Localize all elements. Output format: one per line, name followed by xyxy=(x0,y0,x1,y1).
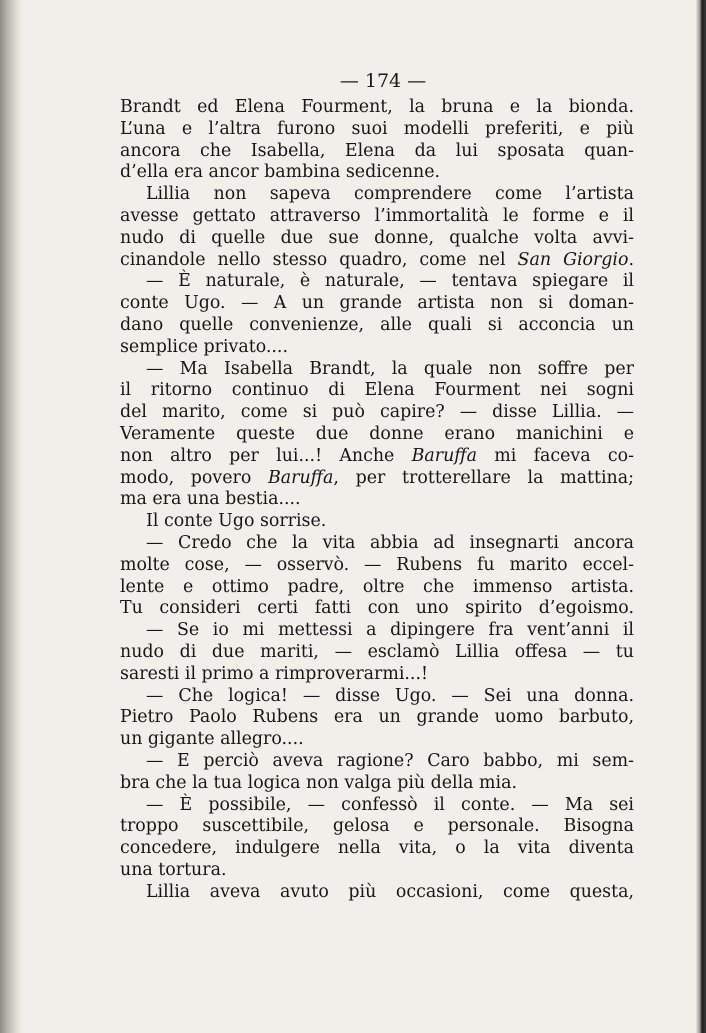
text-line: nudo di due mariti, — esclamò Lillia offesa — tu xyxy=(120,641,634,662)
text-line: bra che la tua logica non valga più della mia. xyxy=(120,772,518,793)
body-text xyxy=(120,97,634,903)
text-line: Tu consideri certi fatti con uno spirito d’egoismo. xyxy=(120,598,634,619)
text-line: nudo di quelle due sue donne, qualche volta avvi- xyxy=(120,227,634,248)
text-line: Veramente queste due donne erano manichini e xyxy=(120,423,634,444)
text-line: ma era una bestia.... xyxy=(120,489,301,510)
text-line: Brandt ed Elena Fourment, la bruna e la bionda. xyxy=(120,97,634,117)
text-line: saresti il primo a rimproverarmi...! xyxy=(120,663,428,684)
text-line: troppo suscettibile, gelosa e personale. Bisogna xyxy=(120,816,634,837)
text-line: concedere, indulgere nella vita, o la vita diventa xyxy=(120,838,634,859)
text-line: — E perciò aveva ragione? Caro babbo, mi sem- xyxy=(146,750,634,771)
page-gutter-shadow xyxy=(0,0,22,1033)
text-line: Lillia non sapeva comprendere come l’artista xyxy=(146,184,634,205)
page-number: — 174 — xyxy=(339,70,427,92)
text-line: lente e ottimo padre, oltre che immenso artista. xyxy=(120,576,634,597)
text-line: molte cose, — osservò. — Rubens fu marito eccel- xyxy=(120,554,634,575)
text-line: d’ella era ancor bambina sedicenne. xyxy=(120,162,441,183)
text-line: non altro per lui...! Anche Baruffa mi faceva co- xyxy=(120,445,634,466)
text-line: — Credo che la vita abbia ad insegnarti ancora xyxy=(146,532,634,553)
text-line: cinandole nello stesso quadro, come nel San Giorgio. xyxy=(120,249,634,270)
text-line: — È possibile, — confessò il conte. — Ma sei xyxy=(146,794,634,815)
page-edge xyxy=(696,0,706,1033)
text-line: una tortura. xyxy=(120,859,227,880)
text-line: del marito, come si può capire? — disse Lillia. — xyxy=(120,402,634,423)
text-line: il ritorno continuo di Elena Fourment nei sogni xyxy=(120,380,634,401)
text-line: modo, povero Baruffa, per trotterellare la mattina; xyxy=(120,467,634,488)
text-line: Pietro Paolo Rubens era un grande uomo barbuto, xyxy=(120,707,634,728)
text-line: Il conte Ugo sorrise. xyxy=(146,511,327,532)
text-line: dano quelle convenienze, alle quali si acconcia un xyxy=(120,314,634,335)
text-line: Lillia aveva avuto più occasioni, come questa, xyxy=(146,881,634,902)
text-line: semplice privato.... xyxy=(120,336,288,357)
text-line: — È naturale, è naturale, — tentava spiegare il xyxy=(146,271,634,292)
text-line: avesse gettato attraverso l’immortalità le forme e il xyxy=(120,205,634,226)
text-line: un gigante allegro.... xyxy=(120,729,304,750)
text-line: — Se io mi mettessi a dipingere fra vent’anni il xyxy=(146,620,634,641)
text-line: ancora che Isabella, Elena da lui sposata quan- xyxy=(120,140,634,161)
text-line: conte Ugo. — A un grande artista non si doman- xyxy=(120,293,634,314)
text-line: — Che logica! — disse Ugo. — Sei una donna. xyxy=(146,685,634,706)
text-line: L’una e l’altra furono suoi modelli preferiti, e più xyxy=(120,118,634,139)
text-line: — Ma Isabella Brandt, la quale non soffre per xyxy=(146,358,634,379)
